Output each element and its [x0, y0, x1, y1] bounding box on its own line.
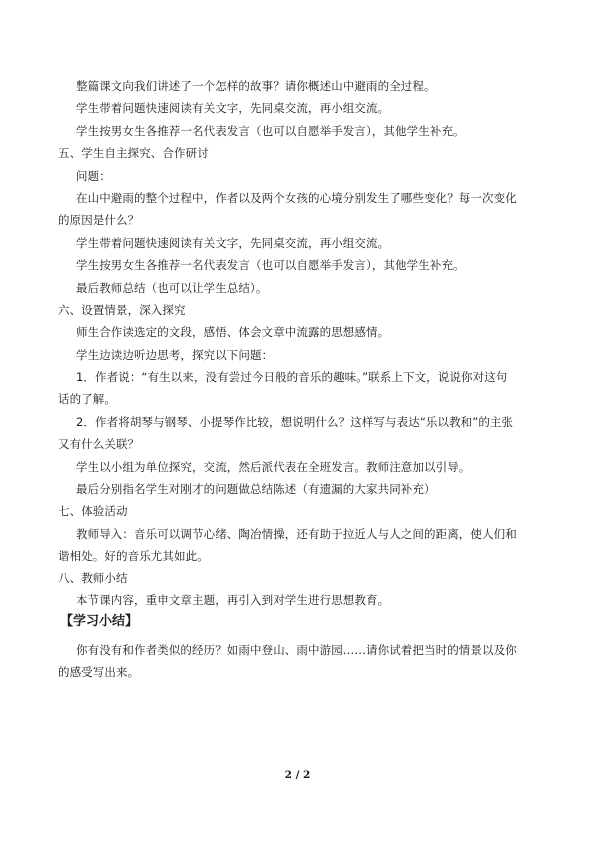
paragraph: 学生带着问题快速阅读有关文字，先同桌交流，再小组交流。 — [76, 236, 390, 250]
paragraph: 学生边读边听边思考，探究以下问题： — [76, 348, 274, 362]
paragraph: 学生按男女生各推荐一名代表发言（也可以自愿举手发言），其他学生补充。 — [76, 124, 465, 138]
paragraph-continuation: 的感受写出来。 — [58, 665, 140, 679]
paragraph: 师生合作读选定的文段，感悟、体会文章中流露的思想感情。 — [76, 325, 390, 339]
section-heading-5: 五、学生自主探究、合作研讨 — [58, 146, 209, 160]
question-2-continuation: 又有什么关联？ — [58, 437, 140, 451]
summary-heading: 【学习小结】 — [60, 614, 139, 629]
paragraph: 学生以小组为单位探究，交流，然后派代表在全班发言。教师注意加以引导。 — [76, 460, 471, 474]
paragraph: 最后分别指名学生对刚才的问题做总结陈述（有遗漏的大家共同补充） — [76, 482, 436, 496]
paragraph: 在山中避雨的整个过程中，作者以及两个女孩的心境分别发生了哪些变化？每一次变化 — [76, 191, 517, 205]
page-number: 2 / 2 — [284, 769, 311, 781]
section-heading-8: 八、教师小结 — [58, 571, 128, 585]
section-heading-6: 六、设置情景，深入探究 — [58, 303, 186, 317]
paragraph: 学生按男女生各推荐一名代表发言（也可以自愿举手发言），其他学生补充。 — [76, 258, 465, 272]
paragraph: 本节课内容，重申文章主题，再引入到对学生进行思想教育。 — [76, 593, 390, 607]
paragraph-continuation: 的原因是什么？ — [58, 213, 140, 227]
section-heading-7: 七、体验活动 — [58, 504, 128, 518]
question-1: 1．作者说：“有生以来，没有尝过今日般的音乐的趣味。”联系上下文，说说你对这句 — [76, 370, 508, 384]
paragraph-continuation: 谐相处。好的音乐尤其如此。 — [58, 549, 209, 563]
paragraph: 问题： — [76, 169, 111, 183]
paragraph: 最后教师总结（也可以让学生总结）。 — [76, 281, 268, 295]
question-1-continuation: 话的了解。 — [58, 392, 116, 406]
paragraph: 你有没有和作者类似的经历？如雨中登山、雨中游园……请你试着把当时的情景以及你 — [76, 643, 517, 657]
paragraph: 整篇课文向我们讲述了一个怎样的故事？请你概述山中避雨的全过程。 — [76, 79, 436, 93]
question-2: 2．作者将胡琴与钢琴、小提琴作比较，想说明什么？这样写与表达“乐以教和”的主张 — [76, 415, 514, 429]
paragraph: 教师导入：音乐可以调节心绪、陶冶情操，还有助于拉近人与人之间的距离，使人们和 — [76, 527, 517, 541]
paragraph: 学生带着问题快速阅读有关文字，先同桌交流，再小组交流。 — [76, 101, 390, 115]
